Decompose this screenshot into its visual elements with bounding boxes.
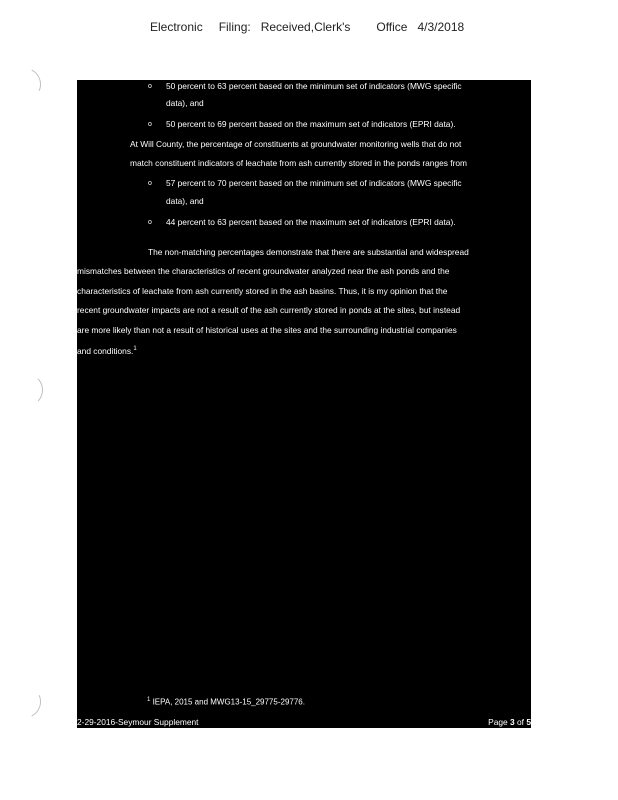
bullet-marker: o	[148, 83, 152, 90]
header-filing: Filing:	[218, 20, 251, 34]
paragraph-last-text: and conditions.	[77, 345, 134, 356]
paragraph-line: are more likely than not a result of historical uses at the sites and the surrounding industrial companies	[77, 325, 457, 335]
filing-header	[150, 20, 464, 34]
bullet-line: data), and	[166, 196, 204, 206]
footer-page-total: 5	[526, 717, 531, 727]
footer-of-label: of	[514, 717, 527, 727]
header-electronic: Electronic	[150, 20, 203, 34]
document-page	[77, 80, 531, 728]
punch-hole-mark	[12, 374, 43, 406]
paragraph-line: The non-matching percentages demonstrate that there are substantial and widespread	[148, 247, 469, 257]
footer-document-id: 2-29-2016-Seymour Supplement	[77, 717, 199, 727]
paragraph-line: recent groundwater impacts are not a result of the ash currently stored in ponds at the sites, but instead	[77, 305, 461, 315]
paragraph-line: characteristics of leachate from ash currently stored in the ash basins. Thus, it is my opinion that the	[77, 286, 448, 296]
footnote	[147, 691, 305, 712]
bullet-marker: o	[148, 121, 152, 128]
footer-page-label: Page	[488, 717, 511, 727]
bullet-line: 44 percent to 63 percent based on the maximum set of indicators (EPRI data).	[166, 217, 456, 227]
punch-hole-mark	[5, 64, 45, 105]
bullet-line: data), and	[166, 98, 204, 108]
bullet-line: 50 percent to 63 percent based on the minimum set of indicators (MWG specific	[166, 81, 462, 91]
bullet-line: 57 percent to 70 percent based on the minimum set of indicators (MWG specific	[166, 178, 462, 188]
footer-page-number	[488, 713, 531, 728]
header-received: Received,Clerk's	[260, 20, 351, 34]
header-date: 4/3/2018	[417, 20, 465, 34]
header-office: Office	[376, 20, 408, 34]
footer-page-current: 3	[510, 717, 515, 727]
paragraph-line	[77, 340, 137, 361]
will-county-line: At Will County, the percentage of constituents at groundwater monitoring wells that do not	[130, 139, 462, 149]
bullet-marker: o	[148, 219, 152, 226]
footnote-reference: 1	[133, 346, 137, 352]
punch-hole-mark	[5, 682, 45, 723]
footnote-text: IEPA, 2015 and MWG13-15_29775-29776.	[150, 697, 305, 707]
paragraph-line: mismatches between the characteristics of recent groundwater analyzed near the ash ponds and the	[77, 266, 450, 276]
bullet-line: 50 percent to 69 percent based on the maximum set of indicators (EPRI data).	[166, 119, 456, 129]
footnote-mark: 1	[147, 697, 151, 703]
bullet-marker: o	[148, 180, 152, 187]
will-county-line: match constituent indicators of leachate from ash currently stored in the ponds ranges from	[130, 158, 468, 168]
